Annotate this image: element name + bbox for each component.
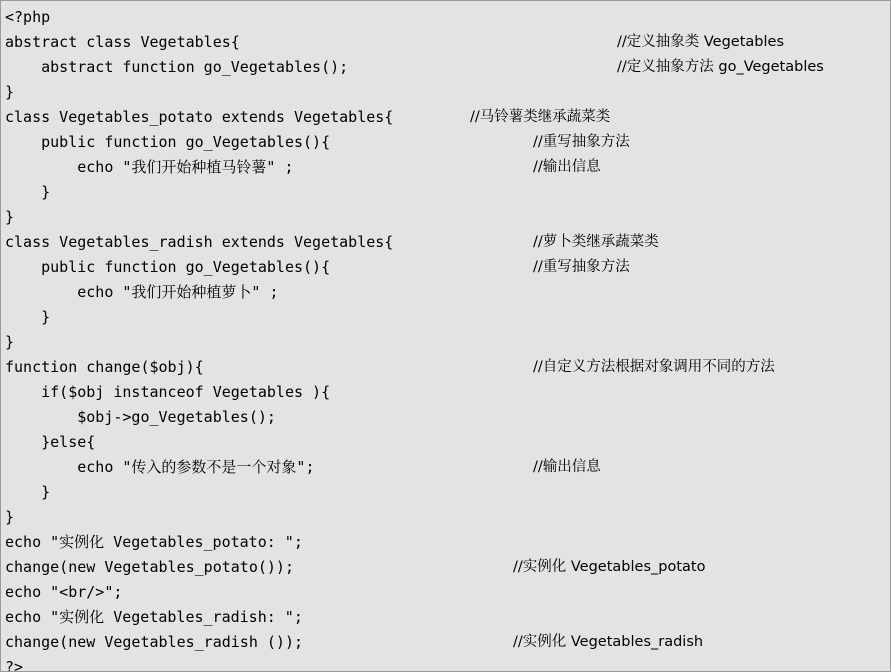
code-text: public function go_Vegetables(){ bbox=[5, 258, 331, 276]
code-line bbox=[5, 480, 890, 505]
code-text: echo "<br/>"; bbox=[5, 583, 123, 601]
code-line bbox=[5, 5, 890, 30]
code-line bbox=[5, 155, 890, 180]
code-text: change(new Vegetables_radish ()); bbox=[5, 633, 304, 651]
code-text: } bbox=[5, 83, 15, 101]
code-text: function change($obj){ bbox=[5, 358, 204, 376]
code-line bbox=[5, 555, 890, 580]
code-comment: //定义抽象类 Vegetables bbox=[617, 34, 784, 50]
code-comment: //定义抽象方法 go_Vegetables bbox=[617, 59, 824, 75]
code-comment: //重写抽象方法 bbox=[533, 259, 630, 275]
code-comment: //输出信息 bbox=[533, 459, 601, 475]
code-text: change(new Vegetables_potato()); bbox=[5, 558, 294, 576]
code-text: } bbox=[5, 183, 51, 201]
code-comment: //重写抽象方法 bbox=[533, 134, 630, 150]
code-text: } bbox=[5, 208, 15, 226]
code-text: ?> bbox=[5, 658, 24, 672]
code-line bbox=[5, 455, 890, 480]
code-line bbox=[5, 430, 890, 455]
code-comment: //实例化 Vegetables_potato bbox=[513, 559, 706, 575]
code-text: echo "我们开始种植马铃薯" ; bbox=[5, 158, 294, 176]
code-comment: //萝卜类继承蔬菜类 bbox=[533, 234, 659, 250]
code-text: }else{ bbox=[5, 433, 96, 451]
code-text: class Vegetables_potato extends Vegetables{ bbox=[5, 108, 394, 126]
code-line bbox=[5, 280, 890, 305]
code-line bbox=[5, 130, 890, 155]
code-line bbox=[5, 355, 890, 380]
code-line bbox=[5, 505, 890, 530]
code-line bbox=[5, 305, 890, 330]
code-text: <?php bbox=[5, 8, 51, 26]
code-text: echo "实例化 Vegetables_potato: "; bbox=[5, 533, 303, 551]
code-line bbox=[5, 255, 890, 280]
code-text: } bbox=[5, 308, 51, 326]
code-text: } bbox=[5, 483, 51, 501]
code-text: if($obj instanceof Vegetables ){ bbox=[5, 383, 331, 401]
code-text: echo "我们开始种植萝卜" ; bbox=[5, 283, 279, 301]
code-comment: //输出信息 bbox=[533, 159, 601, 175]
code-line bbox=[5, 380, 890, 405]
code-line bbox=[5, 180, 890, 205]
code-text: abstract function go_Vegetables(); bbox=[5, 58, 349, 76]
code-text: public function go_Vegetables(){ bbox=[5, 133, 331, 151]
code-comment: //自定义方法根据对象调用不同的方法 bbox=[533, 359, 775, 375]
code-line bbox=[5, 230, 890, 255]
code-comment: //马铃薯类继承蔬菜类 bbox=[470, 109, 611, 125]
code-line bbox=[5, 630, 890, 655]
code-line bbox=[5, 605, 890, 630]
code-line bbox=[5, 530, 890, 555]
code-comment: //实例化 Vegetables_radish bbox=[513, 634, 704, 650]
code-line bbox=[5, 405, 890, 430]
code-line bbox=[5, 205, 890, 230]
code-text: echo "传入的参数不是一个对象"; bbox=[5, 458, 315, 476]
code-text: } bbox=[5, 508, 15, 526]
code-text: abstract class Vegetables{ bbox=[5, 33, 240, 51]
code-line bbox=[5, 30, 890, 55]
code-text: echo "实例化 Vegetables_radish: "; bbox=[5, 608, 303, 626]
code-line bbox=[5, 55, 890, 80]
code-line bbox=[5, 580, 890, 605]
code-text: class Vegetables_radish extends Vegetables{ bbox=[5, 233, 394, 251]
code-line bbox=[5, 655, 890, 672]
code-text: $obj->go_Vegetables(); bbox=[5, 408, 276, 426]
code-line bbox=[5, 330, 890, 355]
code-text: } bbox=[5, 333, 15, 351]
code-line bbox=[5, 80, 890, 105]
code-line bbox=[5, 105, 890, 130]
